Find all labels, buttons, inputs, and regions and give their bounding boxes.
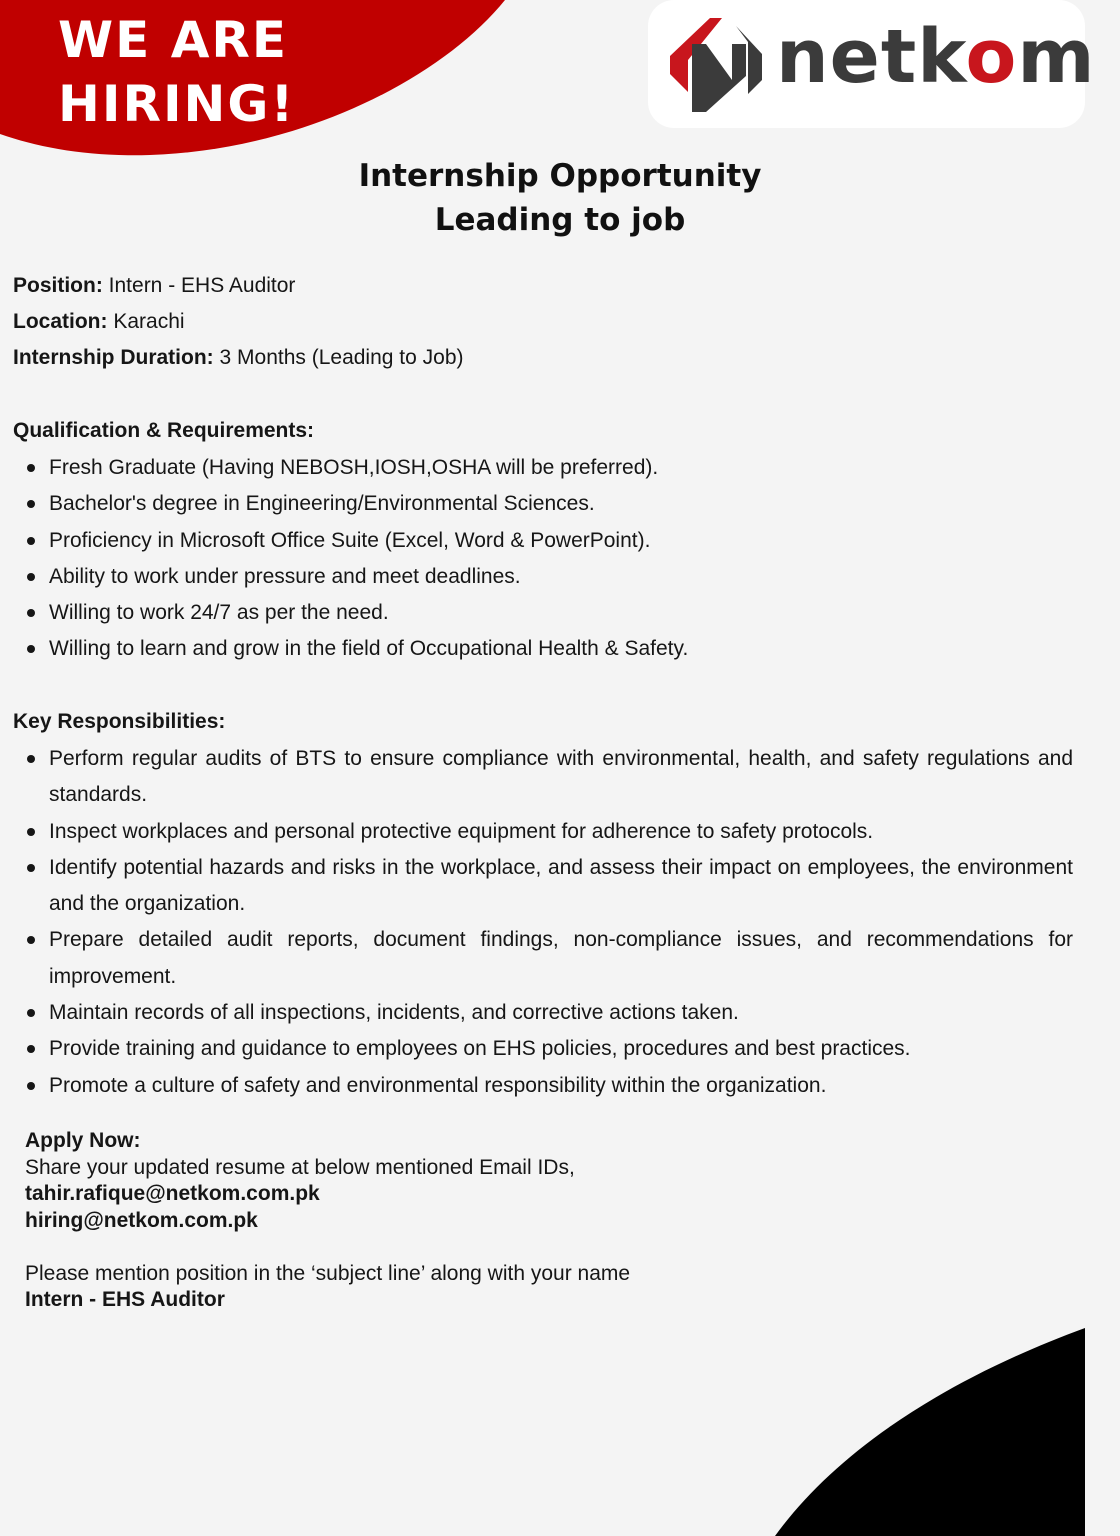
- list-item: Prepare detailed audit reports, document findings, non-compliance issues, and recommendations for improvement.: [13, 922, 1073, 995]
- detail-duration: [13, 340, 464, 376]
- qualifications-list: [13, 450, 1073, 668]
- detail-value: 3 Months (Leading to Job): [213, 346, 464, 369]
- responsibilities-heading: Key Responsibilities:: [13, 710, 226, 733]
- list-item: Maintain records of all inspections, incidents, and corrective actions taken.: [13, 995, 1073, 1031]
- list-item: Inspect workplaces and personal protective equipment for adherence to safety protocols.: [13, 814, 1073, 850]
- list-item: Identify potential hazards and risks in the workplace, and assess their impact on employees, the environment and the organization.: [13, 850, 1073, 923]
- apply-intro: Share your updated resume at below mentioned Email IDs,: [25, 1155, 575, 1179]
- list-item: Provide training and guidance to employees on EHS policies, procedures and best practices.: [13, 1031, 1073, 1067]
- company-logo: [648, 0, 1096, 128]
- list-item: Proficiency in Microsoft Office Suite (Excel, Word & PowerPoint).: [13, 523, 1073, 559]
- page-title: [0, 154, 1120, 242]
- list-item: Perform regular audits of BTS to ensure compliance with environmental, health, and safety regulations and standards.: [13, 741, 1073, 814]
- logo-wordmark: [776, 12, 1095, 102]
- email-link-primary[interactable]: tahir.rafique@netkom.com.pk: [25, 1182, 320, 1205]
- qualifications-heading: Qualification & Requirements:: [13, 419, 315, 442]
- list-item: Willing to work 24/7 as per the need.: [13, 595, 1073, 631]
- spacer: [25, 1234, 630, 1261]
- list-item: Fresh Graduate (Having NEBOSH,IOSH,OSHA will be preferred).: [13, 450, 1073, 486]
- email-link-secondary[interactable]: hiring@netkom.com.pk: [25, 1208, 258, 1232]
- hiring-line-2: HIRING!: [58, 75, 296, 133]
- list-item: Willing to learn and grow in the field of Occupational Health & Safety.: [13, 631, 1073, 667]
- logo-text-accent: o: [965, 14, 1018, 100]
- list-item: Ability to work under pressure and meet deadlines.: [13, 559, 1073, 595]
- apply-section: [25, 1128, 630, 1314]
- job-details: [13, 268, 464, 376]
- title-line-1: Internship Opportunity: [358, 158, 762, 194]
- subject-position: Intern - EHS Auditor: [25, 1288, 225, 1311]
- responsibilities-list: [13, 741, 1073, 1104]
- apply-heading: Apply Now:: [25, 1129, 141, 1152]
- list-item: Bachelor's degree in Engineering/Environmental Sciences.: [13, 486, 1073, 522]
- detail-value: Karachi: [107, 310, 185, 333]
- logo-text-main: netk: [776, 14, 966, 100]
- netkom-n-logo-icon: [666, 14, 766, 114]
- detail-label: Internship Duration:: [13, 346, 214, 369]
- list-item: Promote a culture of safety and environmental responsibility within the organization.: [13, 1068, 1073, 1104]
- subject-note: Please mention position in the ‘subject line’ along with your name: [25, 1261, 631, 1285]
- detail-location: [13, 304, 464, 340]
- detail-label: Location:: [13, 310, 108, 333]
- logo-text-end: m: [1017, 14, 1096, 100]
- detail-label: Position:: [13, 274, 103, 297]
- title-line-2: Leading to job: [434, 202, 686, 238]
- hiring-line-1: WE ARE: [58, 11, 289, 69]
- detail-position: [13, 268, 464, 304]
- detail-value: Intern - EHS Auditor: [102, 274, 296, 297]
- hiring-banner-text: [58, 8, 295, 136]
